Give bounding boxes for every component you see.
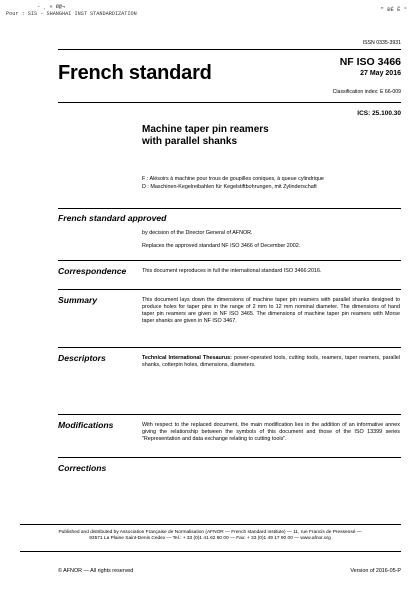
standard-number: NF ISO 3466: [339, 56, 401, 68]
footer-rule: [20, 524, 401, 525]
issn: ISSN 0335-3931: [362, 40, 401, 46]
page-title: French standard: [58, 62, 212, 84]
descriptors-label: Descriptors: [58, 353, 106, 363]
publisher-line-2: 93571 La Plaine Saint-Denis Cedex — Tel.: + 33 (0)1 41 62 80 00 — Fax: + 33 (0)1 49 17 90 00 — www.afnor.org: [89, 536, 331, 542]
summary-rule: [58, 289, 401, 290]
approved-heading: French standard approved: [58, 213, 167, 223]
modifications-rule: [58, 414, 401, 415]
classification-index: Classification index: E 66-009: [332, 89, 401, 95]
copyright: © AFNOR — All rights reserved: [58, 568, 134, 574]
document-title-line-1: Machine taper pin reamers: [142, 124, 269, 135]
top-rule: [58, 49, 401, 50]
standard-date: 27 May 2016: [360, 70, 401, 77]
alt-title-french: F : Alésoirs à machine pour trous de goupilles coniques, à queue cylindrique: [142, 176, 324, 182]
approved-replaces: Replaces the approved standard NF ISO 3466 of December 2002.: [142, 243, 301, 249]
modifications-label: Modifications: [58, 420, 114, 430]
descriptors-keywords: power-operated tools, cutting tools, reamers, taper reamers, parallel shanks, cotterpin holes, dimensions, diameters.: [142, 355, 401, 369]
watermark-line-2: Pour : SIS - SHANGHAI INST STANDARDIZATION: [6, 10, 137, 17]
descriptors-rule: [58, 347, 401, 348]
document-title-line-2: with parallel shanks: [142, 135, 238, 147]
publisher-info: [20, 530, 400, 543]
modifications-text: With respect to the replaced document, the main modification lies in the addition of an informative annex giving the relationship between the symbols of this document and those of the ISO 13399 series "Representation and data exchange relating to cutting tools".: [142, 422, 400, 443]
alternate-titles: [142, 175, 402, 191]
correspondence-text: This document reproduces in full the international standard ISO 3466:2016.: [142, 268, 322, 274]
watermark-line-1: - ¸ « Ø@¬: [6, 4, 66, 10]
publisher-line-1: Published and distributed by Association Française de Normalisation (AFNOR — French standard institute) — 11, rue Francis de Pressensé —: [58, 530, 362, 535]
alt-title-german: D : Maschinen-Kegelreibahlen für Kegelstiftbohrungen, mit Zylinderschaft: [142, 184, 317, 190]
version: Version of 2016-05-P: [350, 568, 401, 574]
ics-code: ICS: 25.100.30: [357, 110, 401, 117]
footer-bottom-rule: [20, 551, 401, 552]
correspondence-label: Correspondence: [58, 266, 127, 276]
corrections-rule: [58, 457, 401, 458]
corrections-label: Corrections: [58, 463, 107, 473]
approved-decision: by decision of the Director General of AFNOR.: [142, 230, 253, 236]
header-divider: [58, 102, 401, 103]
summary-label: Summary: [58, 295, 98, 305]
thesaurus-label: Technical International Thesaurus:: [142, 355, 232, 361]
descriptors-text: [142, 355, 400, 369]
document-title: [142, 124, 342, 147]
scan-watermark: [6, 4, 137, 17]
summary-text: This document lays down the dimensions of machine taper pin reamers with parallel shanks designed to produce holes for taper pins in the range of 2 mm to 12 mm nominal diameter. The dimensions of hand taper pin reamers are given in NF ISO 3465. The dimensions of machine taper pin reamers with Morse taper shanks are given in NF ISO 3467.: [142, 297, 400, 325]
corner-marks: " ÐÉ Ê °: [380, 6, 407, 13]
correspondence-rule: [58, 260, 401, 261]
approved-rule: [58, 208, 401, 209]
